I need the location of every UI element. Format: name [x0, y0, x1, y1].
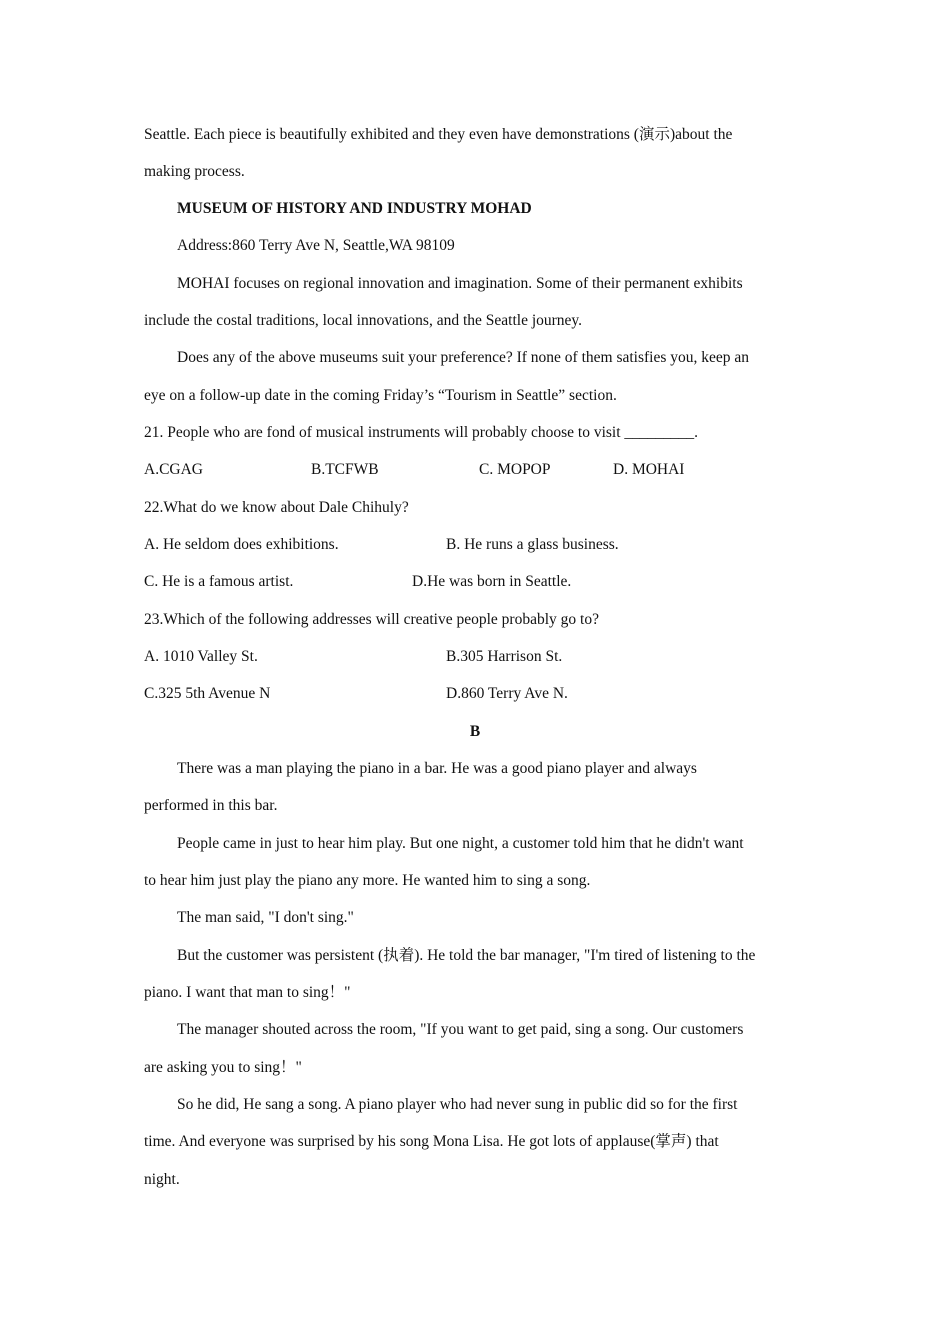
question-21-stem: 21. People who are fond of musical instruments will probably choose to visit _________. — [144, 424, 699, 441]
question-23-stem: 23.Which of the following addresses will creative people probably go to? — [144, 611, 599, 628]
passage-b-line: to hear him just play the piano any more. He wanted him to sing a song. — [144, 872, 591, 889]
passage-a-continuation-line2: making process. — [144, 163, 245, 180]
passage-b-line: performed in this bar. — [144, 797, 278, 814]
passage-b-line: The man said, "I don't sing." — [177, 909, 354, 926]
passage-b-line: People came in just to hear him play. But one night, a customer told him that he didn't want — [177, 835, 744, 852]
question-22-option-d: D.He was born in Seattle. — [412, 573, 572, 590]
passage-b-heading: B — [469, 723, 481, 740]
question-21-option-b: B.TCFWB — [311, 461, 379, 478]
passage-b-line: night. — [144, 1171, 180, 1188]
passage-b-line: piano. I want that man to sing！" — [144, 984, 351, 1001]
question-21-option-d: D. MOHAI — [613, 461, 685, 478]
museum-title: MUSEUM OF HISTORY AND INDUSTRY MOHAD — [177, 200, 532, 217]
question-23-option-a: A. 1010 Valley St. — [144, 648, 258, 665]
passage-b-line: But the customer was persistent (执着). He told the bar manager, "I'm tired of listening to the — [177, 947, 756, 964]
question-22-option-c: C. He is a famous artist. — [144, 573, 294, 590]
closing-paragraph-line1: Does any of the above museums suit your preference? If none of them satisfies you, keep an — [177, 349, 750, 366]
passage-b-line: time. And everyone was surprised by his song Mona Lisa. He got lots of applause(掌声) that — [144, 1133, 719, 1150]
passage-b-line: There was a man playing the piano in a bar. He was a good piano player and always — [177, 760, 697, 777]
passage-b-line: So he did, He sang a song. A piano player who had never sung in public did so for the first — [177, 1096, 738, 1113]
museum-address: Address:860 Terry Ave N, Seattle,WA 98109 — [177, 237, 455, 254]
question-23-option-c: C.325 5th Avenue N — [144, 685, 271, 702]
question-22-stem: 22.What do we know about Dale Chihuly? — [144, 499, 409, 516]
museum-description-line1: MOHAI focuses on regional innovation and imagination. Some of their permanent exhibits — [177, 275, 743, 292]
passage-a-continuation-line1: Seattle. Each piece is beautifully exhibited and they even have demonstrations (演示)about the — [144, 126, 733, 143]
question-21-option-c: C. MOPOP — [479, 461, 551, 478]
question-23-option-d: D.860 Terry Ave N. — [446, 685, 568, 702]
closing-paragraph-line2: eye on a follow-up date in the coming Friday’s “Tourism in Seattle” section. — [144, 387, 617, 404]
question-22-option-b: B. He runs a glass business. — [446, 536, 619, 553]
question-21-option-a: A.CGAG — [144, 461, 203, 478]
passage-b-line: are asking you to sing！" — [144, 1059, 302, 1076]
question-22-option-a: A. He seldom does exhibitions. — [144, 536, 339, 553]
question-23-option-b: B.305 Harrison St. — [446, 648, 563, 665]
museum-description-line2: include the costal traditions, local innovations, and the Seattle journey. — [144, 312, 583, 329]
passage-b-line: The manager shouted across the room, "If you want to get paid, sing a song. Our customers — [177, 1021, 744, 1038]
